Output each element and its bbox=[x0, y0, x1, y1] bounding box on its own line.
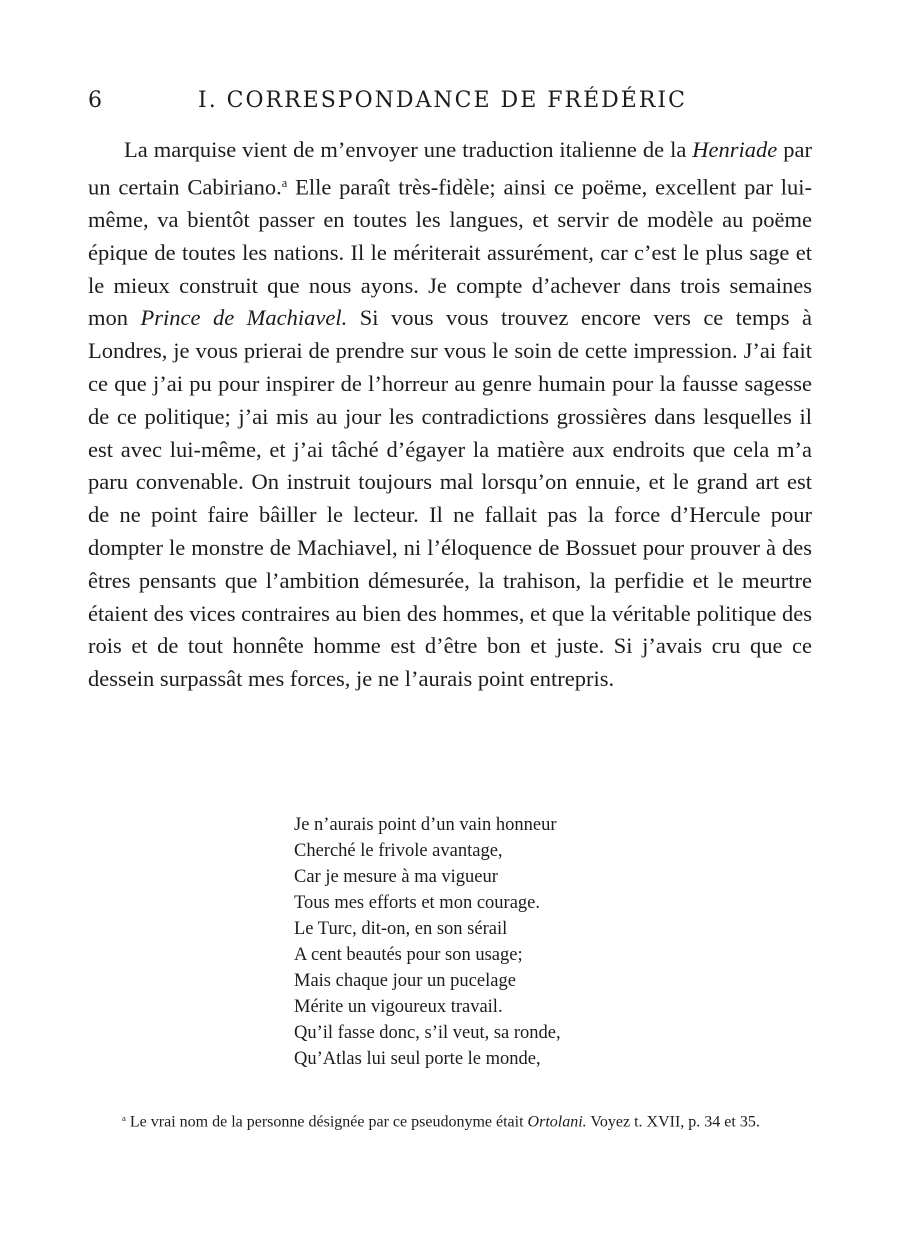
page-header bbox=[88, 88, 812, 120]
footnote-text: Le vrai nom de la personne désignée par ce pseudonyme était bbox=[125, 1113, 528, 1131]
verse-line: Qu’il fasse donc, s’il veut, sa ronde, bbox=[294, 1023, 561, 1043]
verse-line: Le Turc, dit-on, en son sérail bbox=[294, 919, 508, 939]
footnote-marker: a bbox=[122, 1113, 126, 1123]
paragraph-text: par un certain Cabiriano. bbox=[88, 137, 812, 200]
footnote-reference: a bbox=[281, 175, 288, 190]
verse-line: Car je mesure à ma vigueur bbox=[294, 867, 498, 887]
verse-line: Mérite un vigoureux travail. bbox=[294, 997, 503, 1017]
verse-line: Mais chaque jour un pucelage bbox=[294, 971, 516, 991]
paragraph-text: Elle paraît très-fidèle; ainsi ce poëme, excellent par lui-même, va bientôt passer en toutes les langues, et servir de modèle au poëme épique de toutes les nations. Il le mériterait assurément, car c’est le plus sage et le mieux construit que nous ayons. Je compte d’achever dans trois semaines mon bbox=[88, 174, 812, 331]
verse-line: Cherché le frivole avantage, bbox=[294, 841, 503, 861]
paragraph-text: Si vous vous trouvez encore vers ce temps à Londres, je vous prierai de prendre sur vous le soin de cette impression. J’ai fait ce que j’ai pu pour inspirer de l’horreur au genre humain pour la fausse sagesse de ce politique; j’ai mis au jour les contradictions grossières dans lesquelles il est avec lui-même, et j’ai tâché d’égayer la matière aux endroits que cela m’a paru convenable. On instruit toujours mal lorsqu’on ennuie, et le grand art est de ne point faire bâiller le lecteur. Il ne fallait pas la force d’Hercule pour dompter le monstre de Machiavel, ni l’éloquence de Bossuet pour prouver à des êtres pensants que l’ambition démesurée, la trahison, la perfidie et le meurtre étaient des vices contraires au bien des hommes, et que la véritable politique des rois et de tout honnête homme est d’être bon et juste. Si j’avais cru que ce dessein surpassât mes forces, je ne l’aurais point entrepris. bbox=[88, 305, 812, 692]
paragraph-italic-henriade: Henriade bbox=[692, 137, 778, 162]
verse-block bbox=[294, 812, 561, 1072]
paragraph-text: La marquise vient de m’envoyer une traduction italienne de la bbox=[124, 137, 693, 162]
footnote bbox=[88, 1106, 812, 1134]
paragraph-italic-prince: Prince de Machiavel. bbox=[140, 305, 348, 331]
verse-line: A cent beautés pour son usage; bbox=[294, 945, 523, 965]
verse-line: Tous mes efforts et mon courage. bbox=[294, 893, 540, 913]
footnote-text: Voyez t. XVII, p. 34 et 35. bbox=[586, 1113, 760, 1131]
verse-line: Qu’Atlas lui seul porte le monde, bbox=[294, 1049, 541, 1069]
page-number: 6 bbox=[88, 88, 102, 113]
verse-line: Je n’aurais point d’un vain honneur bbox=[294, 815, 557, 835]
letter-paragraph bbox=[88, 134, 812, 696]
running-title: I. CORRESPONDANCE DE FRÉDÉRIC bbox=[198, 88, 687, 113]
footnote-italic: Ortolani. bbox=[527, 1113, 587, 1131]
